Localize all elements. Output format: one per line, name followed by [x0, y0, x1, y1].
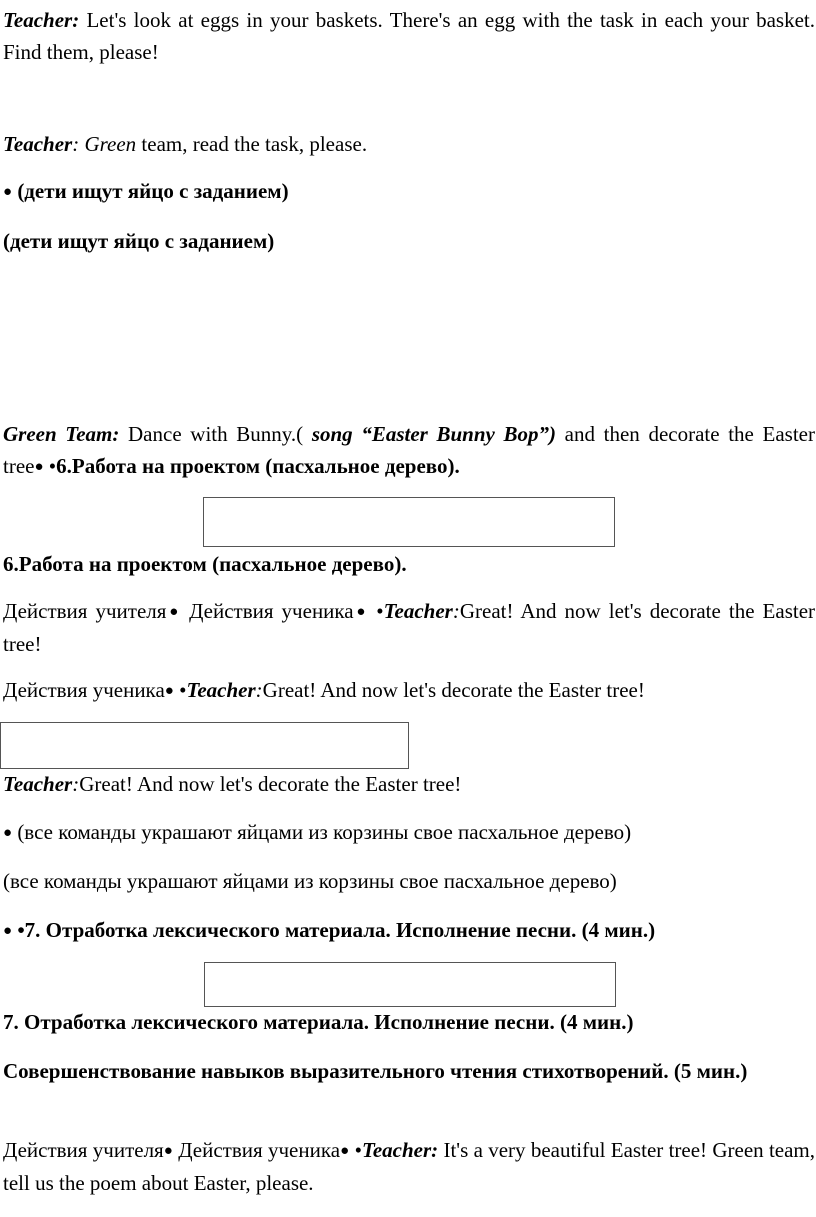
bullet-icon: ● — [3, 184, 13, 200]
bulleted-section-heading-7 — [3, 914, 815, 947]
teacher-green-team-task — [3, 128, 815, 160]
speaker-label: Green Team: — [3, 422, 120, 446]
green-team-dance — [3, 418, 815, 483]
note-decorate — [3, 865, 815, 897]
paragraph-text: team, read the task, please. — [136, 132, 368, 156]
paragraph-text: Let's look at eggs in your baskets. There's an egg with the task in each your basket. Find them, please! — [3, 8, 815, 64]
speaker-label: Teacher — [186, 678, 256, 702]
paragraph-text: 6.Работа на проектом (пасхальное дерево). — [3, 552, 407, 576]
bullet-icon: ● — [166, 604, 182, 620]
actions-teacher-poem — [3, 1134, 815, 1199]
speaker-label: Teacher: — [3, 8, 80, 32]
dot: • — [43, 454, 57, 478]
bullet-icon: ● — [353, 604, 369, 620]
bullet-icon: ● — [3, 923, 13, 939]
colon: : — [72, 132, 85, 156]
bullet-icon: ● — [3, 825, 13, 841]
colon: : — [452, 599, 460, 623]
dot: • — [349, 1138, 362, 1162]
section-heading: 6.Работа на проектом (пасхальное дерево). — [56, 454, 460, 478]
dot: • — [173, 678, 187, 702]
paragraph-text: and then decorate the Easter tree — [3, 422, 815, 478]
paragraph-text: (все команды украшают яйцами из корзины свое пасхальное дерево) — [12, 820, 632, 844]
bullet-icon: ● — [164, 683, 174, 699]
paragraph-text: Great! And now let's decorate the Easter tree! — [79, 772, 462, 796]
teacher-great — [3, 768, 815, 800]
team-name: Green — [84, 132, 137, 156]
empty-box — [0, 722, 409, 769]
paragraph-text: (дети ищут яйцо с заданием) — [3, 229, 275, 253]
actions-teacher-great — [3, 595, 815, 660]
paragraph-text: Great! And now let's decorate the Easter tree! — [262, 678, 645, 702]
speaker-label: Teacher — [3, 772, 73, 796]
paragraph-text: 7. Отработка лексического материала. Исполнение песни. (4 мин.) — [3, 1010, 634, 1034]
bullet-icon: ● — [340, 1143, 350, 1159]
section-heading: 7. Отработка лексического материала. Исполнение песни. (4 мин.) — [24, 918, 656, 942]
bulleted-note-decorate — [3, 816, 815, 849]
section-heading-6 — [3, 548, 815, 580]
subheading-poems — [3, 1055, 815, 1087]
bullet-icon: ● — [34, 459, 44, 475]
paragraph-text: Совершенствование навыков выразительного чтения стихотворений. (5 мин.) — [3, 1059, 748, 1083]
colon: : — [72, 772, 80, 796]
teacher-actions-label: Действия учителя — [3, 599, 167, 623]
speaker-label: Teacher — [383, 599, 453, 623]
bullet-icon: ● — [163, 1143, 173, 1159]
colon: : — [255, 678, 263, 702]
speaker-label: Teacher: — [361, 1138, 439, 1162]
empty-box — [203, 497, 615, 547]
paragraph-text: (дети ищут яйцо с заданием) — [12, 179, 289, 203]
paragraph-text: (все команды украшают яйцами из корзины свое пасхальное дерево) — [3, 869, 617, 893]
paragraph-text: Great! And now let's decorate the Easter tree! — [3, 599, 816, 656]
dot: • — [12, 918, 25, 942]
paragraph-text: It's a very beautiful Easter tree! Green team, tell us the poem about Easter, please. — [3, 1138, 816, 1195]
bulleted-note-children-search — [3, 175, 815, 208]
student-actions-label: Действия ученика — [3, 678, 165, 702]
song-title: song “Easter Bunny Bop”) — [311, 422, 557, 446]
student-actions-label: Действия ученика — [172, 1138, 341, 1162]
paragraph-text: Dance with Bunny.( — [119, 422, 312, 446]
note-children-search — [3, 225, 815, 257]
speaker-label: Teacher — [3, 132, 73, 156]
dot: • — [368, 599, 384, 623]
student-actions-great — [3, 674, 815, 707]
teacher-instruction-eggs — [3, 4, 815, 68]
section-heading-7 — [3, 1006, 815, 1038]
student-actions-label: Действия ученика — [181, 599, 354, 623]
empty-box — [204, 962, 616, 1007]
teacher-actions-label: Действия учителя — [3, 1138, 164, 1162]
